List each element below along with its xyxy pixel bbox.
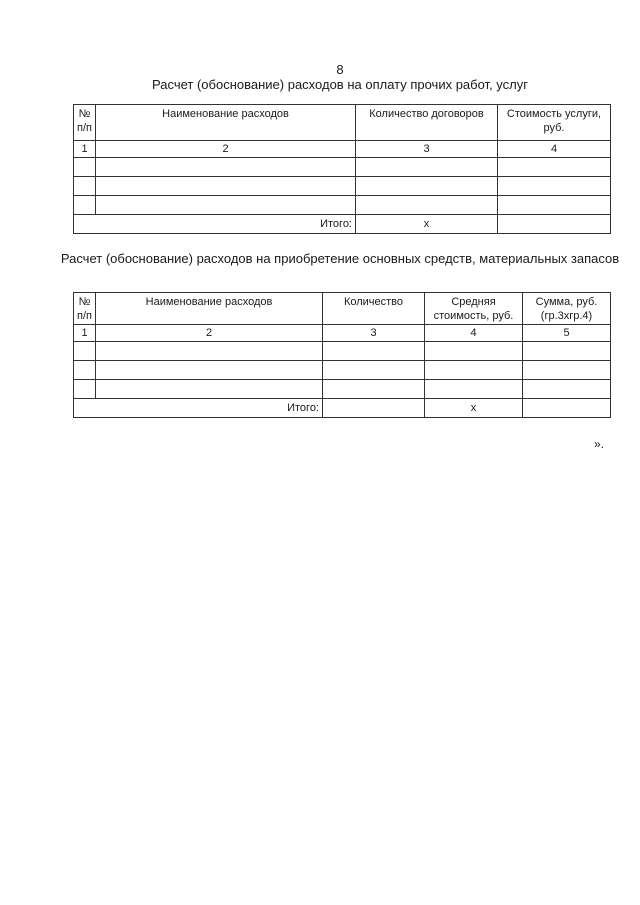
col-header-number: № п/п	[74, 105, 96, 141]
table-cell	[523, 342, 611, 361]
table-cell	[96, 196, 356, 215]
col-number: 4	[498, 141, 611, 158]
table-cell	[74, 158, 96, 177]
table-cell	[523, 380, 611, 399]
total-label: Итого:	[74, 399, 323, 418]
total-qty-cell: x	[356, 215, 498, 234]
other-services-table	[73, 104, 611, 234]
table-cell	[323, 361, 425, 380]
col-header-contracts-qty: Количество договоров	[356, 105, 498, 141]
table-row	[74, 196, 611, 215]
total-row	[74, 215, 611, 234]
table-header-row	[74, 293, 611, 325]
table-cell	[523, 361, 611, 380]
col-number: 3	[356, 141, 498, 158]
table-cell	[498, 196, 611, 215]
col-number: 5	[523, 325, 611, 342]
table-cell	[356, 177, 498, 196]
fixed-assets-table	[73, 292, 611, 418]
col-number: 2	[96, 141, 356, 158]
total-qty-cell	[323, 399, 425, 418]
col-number: 3	[323, 325, 425, 342]
table-cell	[425, 342, 523, 361]
column-number-row	[74, 141, 611, 158]
total-cost-cell	[498, 215, 611, 234]
col-header-service-cost: Стоимость услуги, руб.	[498, 105, 611, 141]
table-cell	[74, 361, 96, 380]
page-number: 8	[336, 62, 344, 77]
table-row	[74, 177, 611, 196]
table-cell	[356, 196, 498, 215]
table-row	[74, 361, 611, 380]
table-cell	[425, 380, 523, 399]
table-row	[74, 158, 611, 177]
table-cell	[96, 342, 323, 361]
col-header-quantity: Количество	[323, 293, 425, 325]
col-header-expense-name: Наименование расходов	[96, 293, 323, 325]
table-cell	[425, 361, 523, 380]
table-cell	[74, 177, 96, 196]
total-sum-cell	[523, 399, 611, 418]
col-header-sum: Сумма, руб. (гр.3хгр.4)	[523, 293, 611, 325]
table1-title: Расчет (обоснование) расходов на оплату прочих работ, услуг	[152, 77, 528, 92]
column-number-row	[74, 325, 611, 342]
table-cell	[323, 342, 425, 361]
total-row	[74, 399, 611, 418]
total-label: Итого:	[74, 215, 356, 234]
closing-quote-mark: ».	[594, 437, 605, 451]
table-cell	[96, 158, 356, 177]
table-cell	[498, 177, 611, 196]
table-cell	[96, 380, 323, 399]
table-row	[74, 342, 611, 361]
table-cell	[96, 177, 356, 196]
col-header-expense-name: Наименование расходов	[96, 105, 356, 141]
table-cell	[96, 361, 323, 380]
table-cell	[356, 158, 498, 177]
table-cell	[323, 380, 425, 399]
table-cell	[74, 196, 96, 215]
table-cell	[74, 380, 96, 399]
col-number: 4	[425, 325, 523, 342]
table-header-row	[74, 105, 611, 141]
table2-title: Расчет (обоснование) расходов на приобретение основных средств, материальных запасов	[60, 251, 620, 266]
table-cell	[74, 342, 96, 361]
col-number: 2	[96, 325, 323, 342]
table-row	[74, 380, 611, 399]
col-number: 1	[74, 325, 96, 342]
col-number: 1	[74, 141, 96, 158]
table-cell	[498, 158, 611, 177]
col-header-number: № п/п	[74, 293, 96, 325]
total-avg-cell: x	[425, 399, 523, 418]
col-header-avg-cost: Средняя стоимость, руб.	[425, 293, 523, 325]
